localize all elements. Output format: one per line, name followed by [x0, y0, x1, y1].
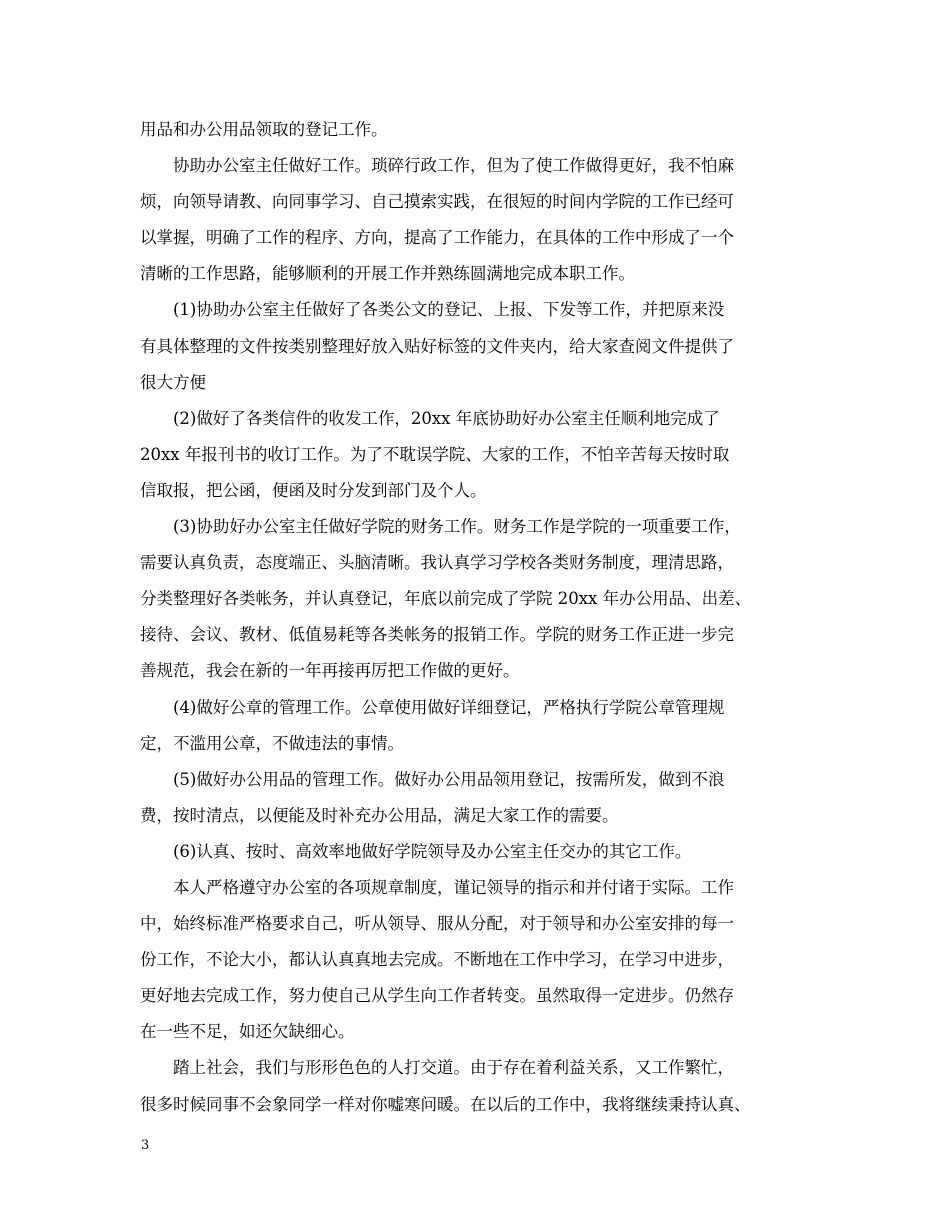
document-body [140, 112, 830, 1123]
text-line: 20xx 年报刊书的收订工作。为了不耽误学院、大家的工作，不怕辛苦每天按时取 [140, 444, 730, 464]
text-line: 接待、会议、教材、低值易耗等各类帐务的报销工作。学院的财务工作正进一步完 [140, 625, 734, 645]
paragraph [140, 762, 830, 834]
text-line: 定，不滥用公章，不做违法的事情。 [140, 733, 404, 753]
text-line: 协助办公室主任做好工作。琐碎行政工作，但为了使工作做得更好，我不怕麻 [173, 156, 734, 176]
text-line: 踏上社会，我们与形形色色的人打交道。由于存在着利益关系，又工作繁忙， [173, 1058, 734, 1078]
text-line: 中，始终标准严格要求自己，听从领导、服从分配，对于领导和办公室安排的每一 [140, 914, 734, 934]
text-line: (6)认真、按时、高效率地做好学院领导及办公室主任交办的其它工作。 [173, 841, 692, 861]
paragraph [140, 690, 830, 762]
text-line: 需要认真负责，态度端正、头脑清晰。我认真学习学校各类财务制度，理清思路， [140, 553, 734, 573]
text-line: 以掌握，明确了工作的程序、方向，提高了工作能力，在具体的工作中形成了一个 [140, 228, 734, 248]
page-number: 3 [141, 1138, 150, 1153]
text-line: 善规范，我会在新的一年再接再厉把工作做的更好。 [140, 661, 520, 681]
text-line: 清晰的工作思路，能够顺利的开展工作并熟练圆满地完成本职工作。 [140, 264, 635, 284]
text-line: 更好地去完成工作，努力使自己从学生向工作者转变。虽然取得一定进步。仍然存 [140, 986, 734, 1006]
text-line: (3)协助好办公室主任做好学院的财务工作。财务工作是学院的一项重要工作， [173, 517, 741, 537]
text-line: 很多时候同事不会象同学一样对你嘘寒问暖。在以后的工作中，我将继续秉持认真、 [140, 1094, 751, 1114]
paragraph [140, 834, 830, 870]
text-line: 信取报，把公函，便函及时分发到部门及个人。 [140, 480, 487, 500]
text-line: 份工作，不论大小，都认认真真地去完成。不断地在工作中学习，在学习中进步， [140, 950, 734, 970]
text-line: (5)做好办公用品的管理工作。做好办公用品领用登记，按需所发，做到不浪 [173, 769, 725, 789]
text-line: 有具体整理的文件按类别整理好放入贴好标签的文件夹内，给大家查阅文件提供了 [140, 336, 734, 356]
paragraph [140, 292, 830, 400]
text-line: (4)做好公章的管理工作。公章使用做好详细登记，严格执行学院公章管理规 [173, 697, 725, 717]
text-line: (2)做好了各类信件的收发工作，20xx 年底协助好办公室主任顺利地完成了 [173, 408, 720, 428]
text-line: 费，按时清点，以便能及时补充办公用品，满足大家工作的需要。 [140, 805, 619, 825]
paragraph [140, 870, 830, 1050]
text-line: 烦，向领导请教、向同事学习、自己摸索实践，在很短的时间内学院的工作已经可 [140, 192, 734, 212]
paragraph [140, 112, 830, 148]
paragraph [140, 1050, 830, 1122]
text-line: 分类整理好各类帐务，并认真登记，年底以前完成了学院 20xx 年办公用品、出差、 [140, 589, 752, 609]
paragraph [140, 509, 830, 689]
text-line: 很大方便 [140, 372, 206, 392]
text-line: 本人严格遵守办公室的各项规章制度，谨记领导的指示和并付诸于实际。工作 [173, 877, 734, 897]
text-line: 用品和办公用品领取的登记工作。 [140, 120, 388, 139]
text-line: (1)协助办公室主任做好了各类公文的登记、上报、下发等工作，并把原来没 [173, 300, 725, 320]
paragraph [140, 148, 830, 292]
text-line: 在一些不足，如还欠缺细心。 [140, 1022, 355, 1042]
paragraph [140, 401, 830, 509]
